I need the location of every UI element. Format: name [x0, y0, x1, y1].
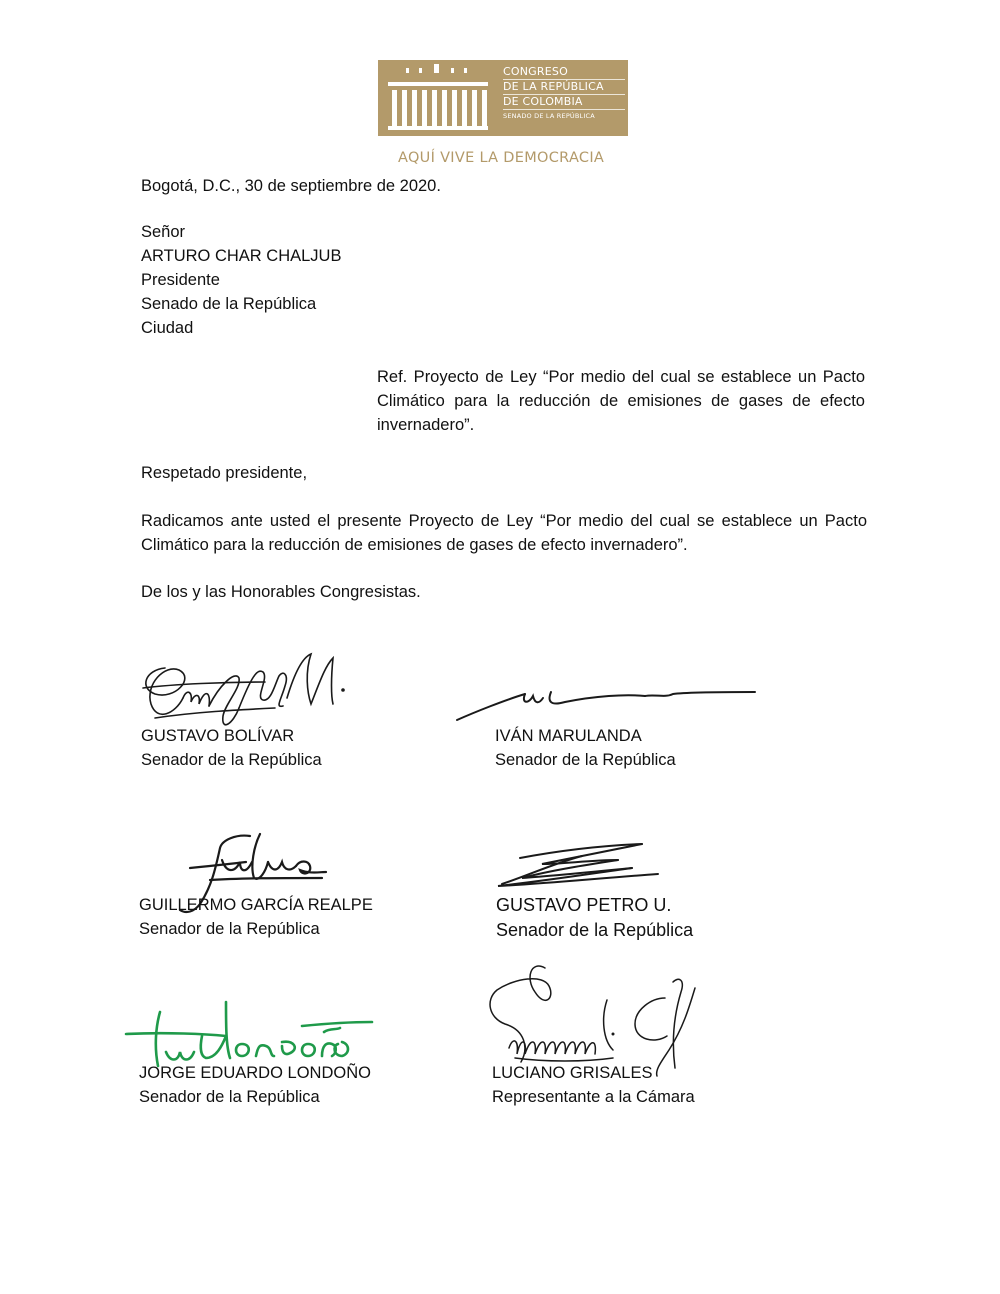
signatory-name-1: GUSTAVO BOLÍVAR: [141, 727, 295, 745]
signatory-name-6: LUCIANO GRISALES: [492, 1064, 653, 1082]
recipient-city: Ciudad: [141, 319, 194, 337]
logo-text: [503, 65, 625, 122]
signatory-name-2: IVÁN MARULANDA: [495, 727, 642, 745]
signatory-title-3: Senador de la República: [139, 920, 320, 938]
reference: Ref. Proyecto de Ley “Por medio del cual se establece un Pacto Climático para la reducción de emisiones de gases de efecto invernadero”.: [377, 368, 865, 434]
signatory-title-2: Senador de la República: [495, 751, 676, 769]
recipient-name: ARTURO CHAR CHALJUB: [141, 247, 342, 265]
recipient-salutation-title: Señor: [141, 223, 186, 241]
signatory-title-5: Senador de la República: [139, 1088, 320, 1106]
congress-logo: [378, 60, 628, 136]
capitol-building-icon: [378, 60, 498, 136]
signatory-name-5: JORGE EDUARDO LONDOÑO: [139, 1064, 371, 1082]
signatory-name-4: GUSTAVO PETRO U.: [496, 895, 672, 915]
signature-gustavo-petro: [492, 838, 662, 890]
greeting: Respetado presidente,: [141, 464, 308, 482]
letterhead-tagline: AQUÍ VIVE LA DEMOCRACIA: [398, 150, 605, 166]
recipient-position: Presidente: [141, 271, 220, 289]
signatory-title-6: Representante a la Cámara: [492, 1088, 695, 1106]
recipient-institution: Senado de la República: [141, 295, 317, 313]
logo-small-line: SENADO DE LA REPÚBLICA: [503, 112, 595, 120]
logo-line-2: DE LA REPÚBLICA: [503, 80, 625, 95]
logo-line-1: CONGRESO: [503, 65, 625, 80]
signature-ivan-marulanda: [455, 684, 760, 726]
signatory-title-1: Senador de la República: [141, 751, 322, 769]
signatory-title-4: Senador de la República: [496, 920, 694, 940]
logo-line-3: DE COLOMBIA: [503, 95, 625, 110]
body-paragraph: Radicamos ante usted el presente Proyecto de Ley “Por medio del cual se establece un Pacto Climático para la reducción de emisiones de gases de efecto invernadero”.: [141, 512, 867, 554]
closing: De los y las Honorables Congresistas.: [141, 583, 421, 601]
signatory-name-3: GUILLERMO GARCÍA REALPE: [139, 896, 373, 914]
place-date: Bogotá, D.C., 30 de septiembre de 2020.: [141, 177, 441, 195]
